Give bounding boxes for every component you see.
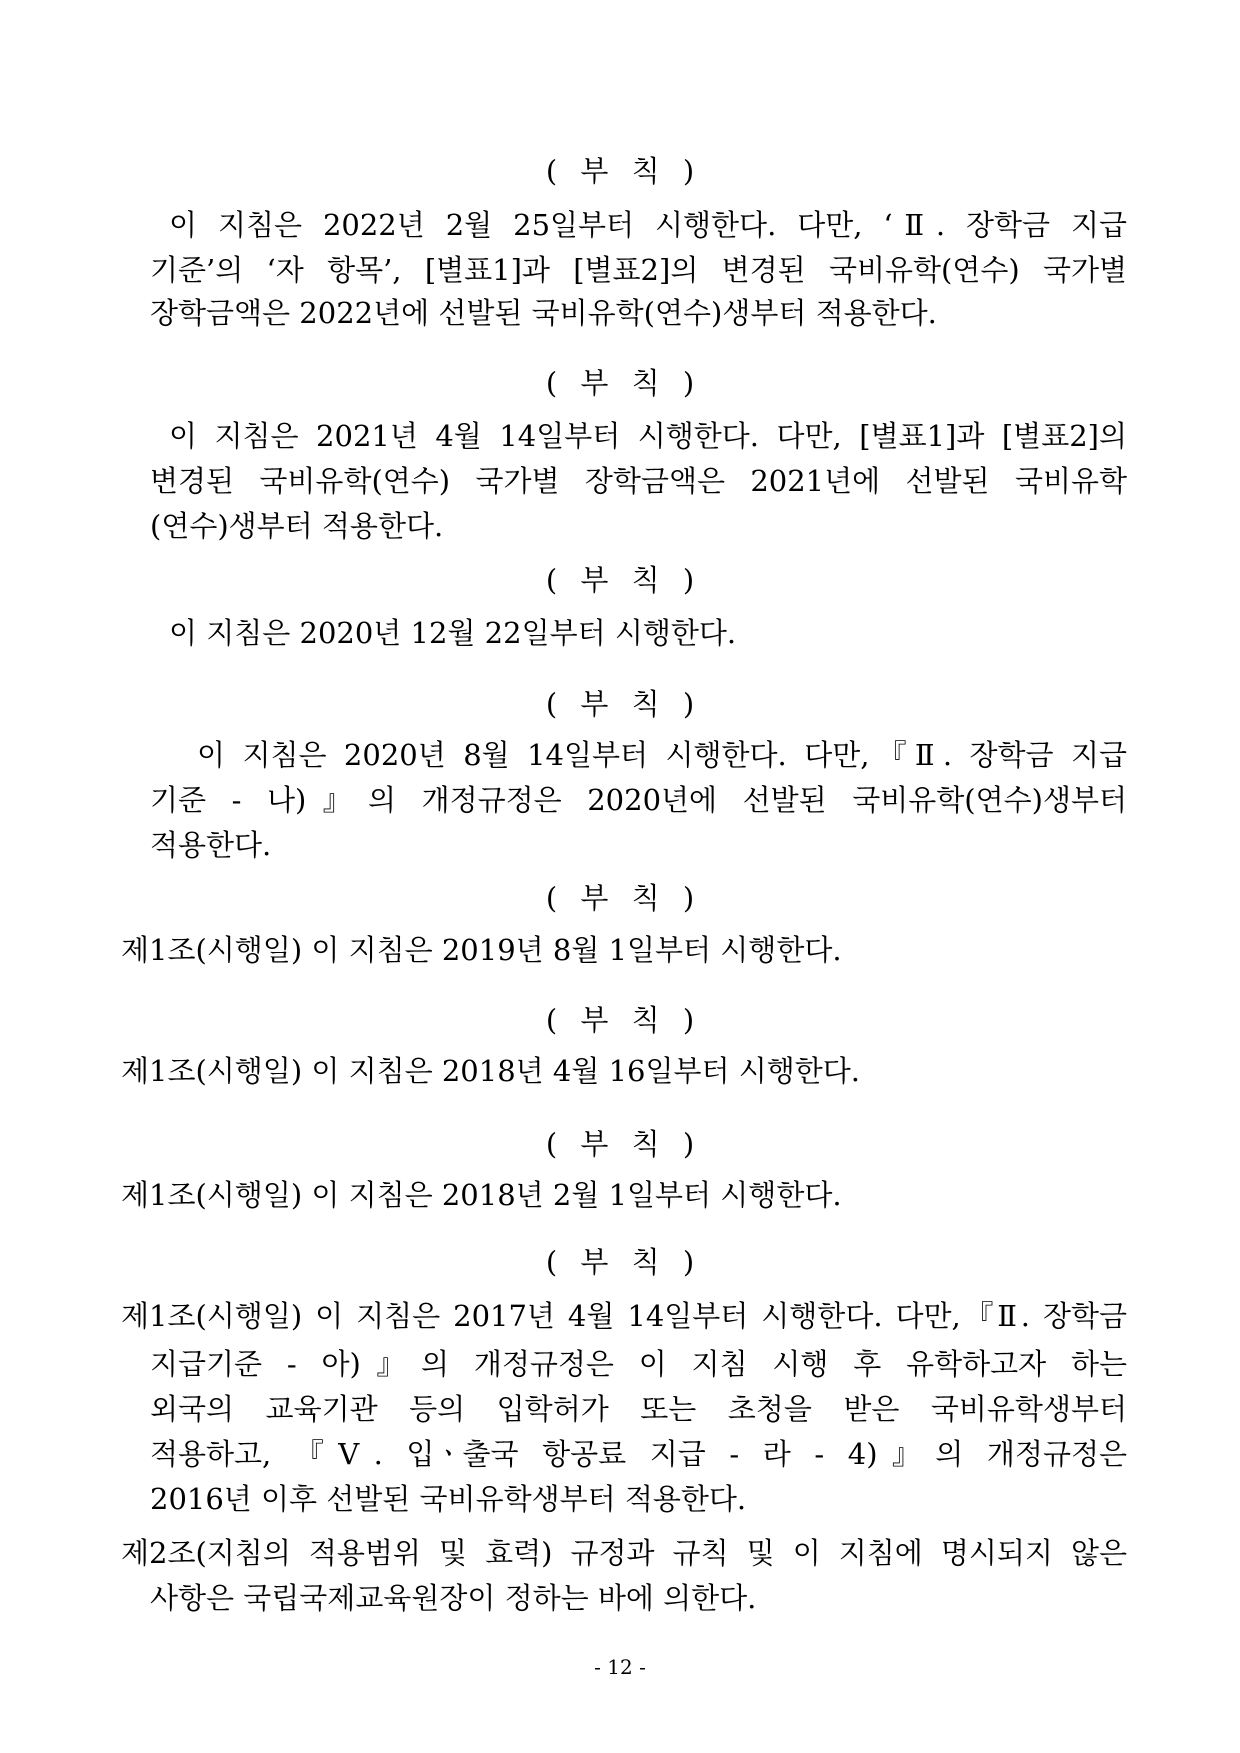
text-line: 기준 - 나)』의 개정규정은 2020년에 선발된 국비유학(연수)생부터	[150, 783, 1127, 817]
text-line: 2016년 이후 선발된 국비유학생부터 적용한다.	[150, 1482, 747, 1516]
text-line: 외국의 교육기관 등의 입학허가 또는 초청을 받은 국비유학생부터	[150, 1392, 1127, 1426]
page-number: - 12 -	[594, 1655, 646, 1679]
addendum-heading: ( 부 칙 )	[545, 366, 695, 400]
addendum-heading: ( 부 칙 )	[545, 563, 695, 597]
text-line: 이 지침은 2022년 2월 25일부터 시행한다. 다만, ‘Ⅱ. 장학금 지급	[169, 208, 1127, 242]
addendum-heading: ( 부 칙 )	[545, 881, 695, 915]
addendum-heading: ( 부 칙 )	[545, 1245, 695, 1279]
text-line: 적용하고, 『Ⅴ. 입ㆍ출국 항공료 지급 - 라 - 4)』의 개정규정은	[150, 1437, 1127, 1471]
text-line: 기준’의 ‘자 항목’, [별표1]과 [별표2]의 변경된 국비유학(연수) 국가별	[150, 253, 1127, 287]
text-line: 이 지침은 2020년 12월 22일부터 시행한다.	[169, 616, 737, 650]
text-line: 장학금액은 2022년에 선발된 국비유학(연수)생부터 적용한다.	[150, 296, 937, 330]
text-line: 제1조(시행일) 이 지침은 2017년 4월 14일부터 시행한다. 다만,『Ⅱ. 장학금	[121, 1299, 1127, 1333]
text-line: (연수)생부터 적용한다.	[150, 509, 444, 543]
text-line: 제1조(시행일) 이 지침은 2018년 4월 16일부터 시행한다.	[121, 1054, 861, 1088]
text-line: 이 지침은 2020년 8월 14일부터 시행한다. 다만,『Ⅱ. 장학금 지급	[197, 738, 1127, 772]
addendum-heading: ( 부 칙 )	[545, 154, 695, 188]
text-line: 지급기준 - 아)』의 개정규정은 이 지침 시행 후 유학하고자 하는	[150, 1347, 1127, 1381]
text-line: 이 지침은 2021년 4월 14일부터 시행한다. 다만, [별표1]과 [별표2]의	[169, 419, 1127, 453]
text-line: 변경된 국비유학(연수) 국가별 장학금액은 2021년에 선발된 국비유학	[150, 464, 1127, 498]
addendum-heading: ( 부 칙 )	[545, 687, 695, 721]
addendum-heading: ( 부 칙 )	[545, 1127, 695, 1161]
text-line: 제2조(지침의 적용범위 및 효력) 규정과 규칙 및 이 지침에 명시되지 않은	[121, 1536, 1127, 1570]
text-line: 사항은 국립국제교육원장이 정하는 바에 의한다.	[150, 1581, 757, 1615]
text-line: 적용한다.	[150, 828, 272, 862]
text-line: 제1조(시행일) 이 지침은 2018년 2월 1일부터 시행한다.	[121, 1178, 842, 1212]
addendum-heading: ( 부 칙 )	[545, 1003, 695, 1037]
text-line: 제1조(시행일) 이 지침은 2019년 8월 1일부터 시행한다.	[121, 933, 842, 967]
